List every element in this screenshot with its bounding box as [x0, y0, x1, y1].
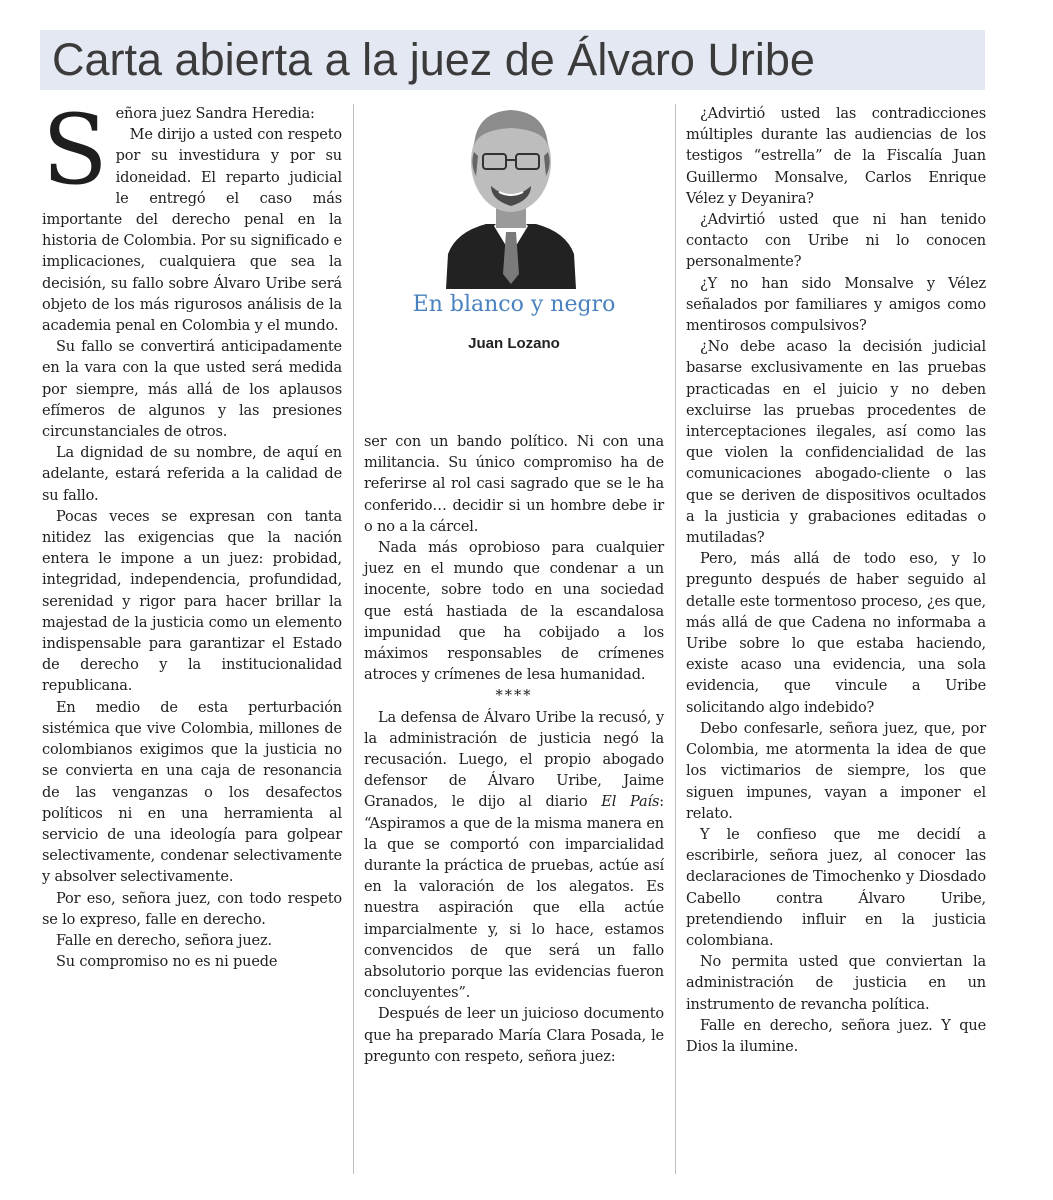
closing-paragraph: Falle en derecho, señora juez. Y que Dios la ilumine. — [686, 1017, 986, 1055]
paragraph: Después de leer un juicioso documento que ha preparado María Clara Posada, le pregunto con respeto, señora juez: — [364, 1006, 664, 1065]
question-paragraph: ¿Y no han sido Monsalve y Vélez señalados por familiares y amigos como mentirosos compulsivos? — [686, 275, 986, 335]
article-column-2 — [364, 432, 664, 1068]
column-divider-1 — [353, 104, 354, 1174]
quote-text: : “Aspiramos a que de la misma manera en la que se comportó con imparcialidad durante la práctica de pruebas, actúe así en la valoración de los alegatos. Es nuestra aspiración que ella actúe imparcialmente y, si lo hace, estamos convencidos de que será un fallo absolutorio porque las evidencias fueron concluyentes”. — [364, 794, 664, 1002]
salutation-text: eñora juez Sandra Heredia: — [115, 106, 315, 122]
paragraph: No permita usted que conviertan la administración de justicia en un instrumento de revancha política. — [686, 954, 986, 1013]
paragraph: Pero, más allá de todo eso, y lo pregunto después de haber seguido al detalle este tormentoso proceso, ¿es que, más allá de que Cadena no informaba a Uribe sobre lo que estaba haciendo, existe acaso una evidencia, una sola evidencia, que vincule a Uribe solicitando algo indebido? — [686, 551, 986, 716]
question-paragraph: ¿Advirtió usted que ni han tenido contacto con Uribe ni lo conocen personalmente? — [686, 212, 986, 271]
paragraph: Pocas veces se expresan con tanta nitidez las exigencias que la nación entera le impone a un juez: probidad, integridad, independencia, profundidad, serenidad y rigor para hacer brillar la majestad de la justicia como un elemento indispensable para garantizar el Estado de derecho y la institucionalidad republicana. — [42, 508, 342, 695]
column-header — [364, 104, 664, 420]
column-divider-2 — [675, 104, 676, 1174]
question-paragraph: ¿No debe acaso la decisión judicial basarse exclusivamente en las pruebas practicadas en el juicio y no deben excluirse las pruebas procedentes de interceptaciones ilegales, así como las que violen la confidencialidad de las comunicaciones abogado-cliente o las que se deriven de dispositivos ocultados a la justicia y grabaciones editadas o mutiladas? — [686, 339, 986, 547]
newspaper-name: El País — [601, 794, 660, 811]
paragraph: Su fallo se convertirá anticipadamente en la vara con la que usted será medida por siempre, más allá de los aplausos efímeros de algunos y las presiones circunstanciales de otros. — [42, 339, 342, 441]
question-paragraph: ¿Advirtió usted las contradicciones múltiples durante las audiencias de los testigos “estrella” de la Fiscalía Juan Guillermo Monsalve, Carlos Enrique Vélez y Deyanira? — [686, 106, 986, 207]
paragraph: Me dirijo a usted con respeto por su investidura y por su idoneidad. El reparto judicial le entregó el caso más importante del derecho penal en la historia de Colombia. Por su significado e implicaciones, cualquiera que sea la decisión, su fallo sobre Álvaro Uribe será objeto de los más rigurosos análisis de la academia penal en Colombia y el mundo. — [42, 127, 342, 335]
salutation-paragraph — [42, 94, 342, 206]
paragraph: Debo confesarle, señora juez, que, por Colombia, me atormenta la idea de que los victimarios de siempre, los que siguen impunes, vayan a imponer el relato. — [686, 720, 986, 822]
drop-cap: S — [42, 94, 108, 206]
author-name: Juan Lozano — [468, 335, 560, 352]
paragraph: Falle en derecho, señora juez. — [56, 932, 272, 949]
paragraph: Y le confieso que me decidí a escribirle, señora juez, al conocer las declaraciones de Timochenko y Diosdado Cabello contra Álvaro Uribe, pretendiendo influir en la justicia colombiana. — [686, 826, 986, 949]
paragraph: Por eso, señora juez, con todo respeto se lo expreso, falle en derecho. — [42, 890, 342, 928]
headline: Carta abierta a la juez de Álvaro Uribe — [52, 34, 815, 85]
paragraph: Su compromiso no es ni puede — [56, 954, 278, 971]
paragraph — [364, 708, 664, 1005]
paragraph: Nada más oprobioso para cualquier juez en el mundo que condenar a un inocente, sobre todo en una sociedad que está hastiada de la escandalosa impunidad que ha cobijado a los máximos responsables de crímenes atroces y crímenes de lesa humanidad. — [364, 540, 664, 684]
paragraph: La dignidad de su nombre, de aquí en adelante, estará referida a la calidad de su fallo. — [42, 445, 342, 504]
section-separator: **** — [495, 688, 533, 705]
column-name: En blanco y negro — [412, 292, 616, 317]
article-column-1 — [42, 94, 342, 973]
paragraph: ser con un bando político. Ni con una militancia. Su único compromiso ha de referirse al rol casi sagrado que se le ha conferido… decidir si un hombre debe ir o no a la cárcel. — [364, 434, 664, 535]
columnist-portrait-icon — [436, 104, 586, 289]
paragraph-text: La defensa de Álvaro Uribe la recusó, y la administración de justicia negó la recusación. Luego, el propio abogado defensor de Álvaro Uribe, Jaime Granados, le dijo al diario — [364, 709, 664, 811]
article-column-3 — [686, 104, 986, 1058]
paragraph: En medio de esta perturbación sistémica que vive Colombia, millones de colombianos exigimos que la justicia no se convierta en una caja de resonancia de las venganzas o los desafectos políticos ni en una herramienta al servicio de una ideología para golpear selectivamente, condenar selectivamente y absolver selectivamente. — [42, 699, 342, 886]
